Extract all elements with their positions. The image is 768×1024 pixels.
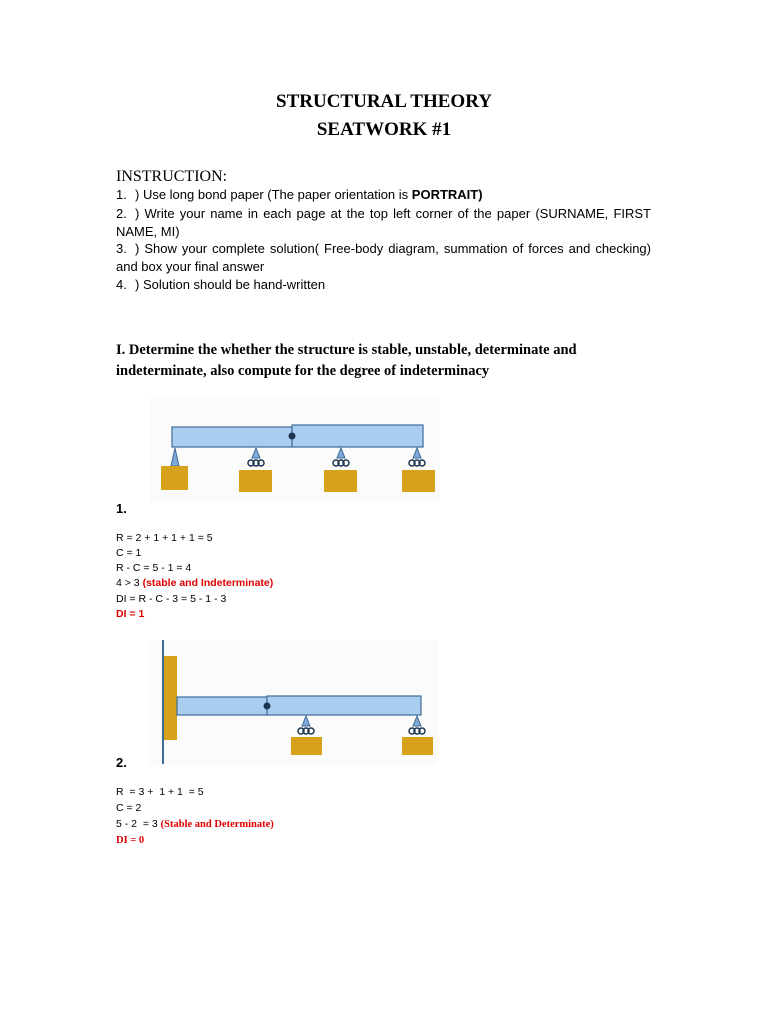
instruction-item-3	[116, 240, 651, 275]
solution-comparison: 5 - 2 = 3	[116, 818, 161, 830]
document-title: STRUCTURAL THEORY	[276, 91, 492, 112]
problem-number-2: 2.	[116, 755, 127, 770]
instruction-text: ) Use long bond paper (The paper orientation is	[135, 187, 412, 202]
beam-segment-left	[177, 697, 267, 715]
solution-line	[116, 817, 274, 833]
beam-diagram-2	[148, 640, 438, 765]
solution-line: R = 2 + 1 + 1 + 1 = 5	[116, 532, 213, 544]
instruction-item-2	[116, 205, 651, 240]
instruction-number: 4.	[116, 277, 127, 292]
solution-line: C = 1	[116, 547, 142, 559]
beam-diagram-1	[150, 398, 440, 502]
solution-line: C = 2	[116, 802, 142, 814]
document-subtitle: SEATWORK #1	[316, 119, 452, 140]
internal-hinge-icon	[264, 703, 271, 710]
solution-line: R - C = 5 - 1 = 4	[116, 562, 192, 574]
solution-line	[116, 576, 273, 592]
instruction-bold-text: PORTRAIT)	[411, 187, 483, 202]
solution-line: DI = R - C - 3 = 5 - 1 - 3	[116, 593, 227, 605]
beam-segment-right	[267, 696, 421, 715]
solution-comparison: 4 > 3	[116, 577, 143, 589]
instruction-item-1	[116, 186, 651, 204]
instruction-text: ) Solution should be hand-written	[135, 277, 326, 292]
answer-di: DI = 0	[116, 835, 145, 846]
instruction-number: 2.	[116, 206, 127, 221]
instruction-text: ) Write your name in each page at the top left corner of the paper (SURNAME, FIRST NAME, MI)	[116, 206, 651, 239]
beam-segment-left	[172, 427, 292, 447]
instruction-text: ) Show your complete solution( Free-body diagram, summation of forces and checking) and box your final answer	[116, 241, 651, 274]
solution-line: R = 3 + 1 + 1 = 5	[116, 786, 204, 798]
instruction-heading: INSTRUCTION:	[116, 168, 228, 185]
instruction-number: 3.	[116, 241, 127, 256]
instruction-item-4	[116, 276, 651, 294]
stability-result: (Stable and Determinate)	[160, 819, 274, 830]
stability-result: (stable and Indeterminate)	[142, 577, 274, 589]
problem-number-1: 1.	[116, 501, 127, 516]
instruction-number: 1.	[116, 187, 127, 202]
internal-hinge-icon	[289, 433, 296, 440]
diagram-background	[150, 398, 440, 502]
answer-di: DI = 1	[116, 608, 145, 620]
question-text: I. Determine the whether the structure is stable, unstable, determinate and indeterminate, also compute for the degree of indeterminacy	[116, 342, 577, 379]
beam-segment-right	[292, 425, 423, 447]
